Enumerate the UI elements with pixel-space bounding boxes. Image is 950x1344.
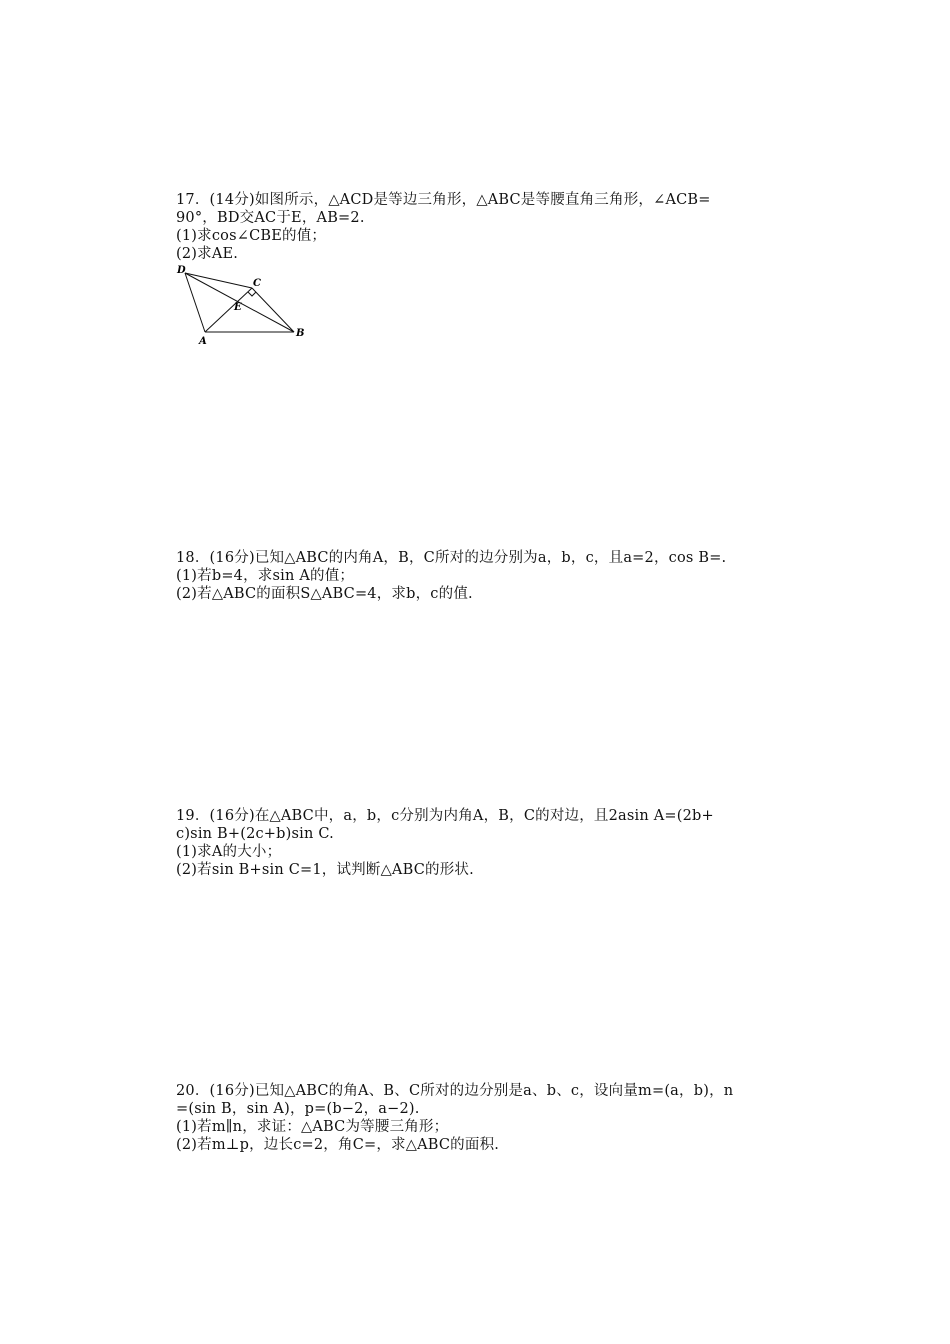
- problem-17-line-2: 90°，BD交AC于E，AB=2.: [176, 210, 365, 226]
- problem-19-line-1: 19．(16分)在△ABC中，a，b，c分别为内角A，B，C的对边，且2asin A=(2b+: [176, 808, 714, 824]
- triangle-diagram: [176, 262, 312, 346]
- problem-20-line-1: 20．(16分)已知△ABC的角A、B、C所对的边分别是a、b、c，设向量m=(a，b)，n: [176, 1083, 734, 1099]
- label-D: D: [177, 265, 186, 276]
- problem-19-line-2: c)sin B+(2c+b)sin C.: [176, 826, 334, 842]
- problem-19: [176, 807, 816, 879]
- problem-20-part-1: (1)若m∥n，求证：△ABC为等腰三角形；: [176, 1119, 449, 1135]
- problem-20: [176, 1082, 816, 1154]
- problem-17-part-2: (2)求AE.: [176, 246, 239, 262]
- problem-18-line-1: 18．(16分)已知△ABC的内角A，B，C所对的边分别为a，b，c，且a=2，cos B=.: [176, 550, 727, 566]
- label-A: A: [199, 336, 207, 346]
- triangle-figure: [176, 262, 312, 346]
- label-E: E: [234, 302, 242, 313]
- problem-17-part-1: (1)求cos∠CBE的值；: [176, 228, 327, 244]
- problem-20-part-2: (2)若m⊥p，边长c=2，角C=，求△ABC的面积.: [176, 1137, 500, 1153]
- right-angle-mark: [248, 292, 256, 296]
- problem-18-part-1: (1)若b=4，求sin A的值；: [176, 568, 355, 584]
- problem-20-line-2: =(sin B，sin A)，p=(b−2，a−2).: [176, 1101, 420, 1117]
- problem-19-part-1: (1)求A的大小；: [176, 844, 282, 860]
- problem-19-part-2: (2)若sin B+sin C=1，试判断△ABC的形状.: [176, 862, 474, 878]
- problem-17-line-1: 17．(14分)如图所示，△ACD是等边三角形，△ABC是等腰直角三角形，∠ACB=: [176, 192, 711, 208]
- problem-18: [176, 549, 816, 603]
- segment-AC: [205, 288, 252, 332]
- problem-18-part-2: (2)若△ABC的面积S△ABC=4，求b，c的值.: [176, 586, 473, 602]
- segment-DC: [185, 273, 252, 288]
- segment-CB: [252, 288, 294, 332]
- problem-17: [176, 191, 816, 263]
- label-B: B: [296, 328, 305, 339]
- label-C: C: [253, 278, 261, 289]
